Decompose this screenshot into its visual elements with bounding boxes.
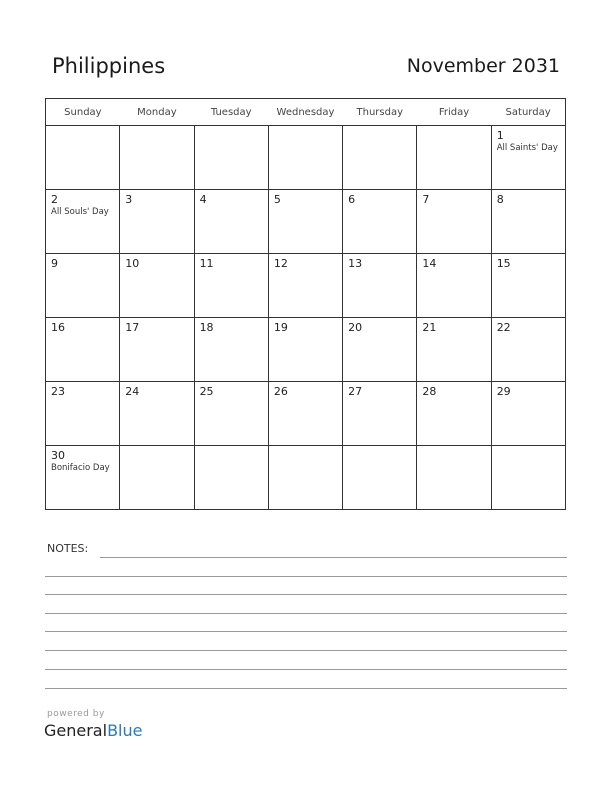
week-row <box>46 126 566 190</box>
week-row <box>46 254 566 318</box>
holiday-label: All Souls' Day <box>51 207 109 217</box>
day-number: 26 <box>273 385 288 398</box>
day-number: 21 <box>422 321 437 334</box>
day-cell[interactable] <box>343 446 417 510</box>
day-number: 3 <box>125 193 133 206</box>
day-number: 22 <box>496 321 511 334</box>
weekday-header: Tuesday <box>194 99 268 126</box>
note-line <box>45 576 567 577</box>
day-number: 17 <box>125 321 140 334</box>
day-cell[interactable] <box>491 190 565 254</box>
brand-blue: Blue <box>107 721 143 740</box>
day-cell[interactable] <box>268 190 342 254</box>
notes-label: NOTES: <box>47 542 89 555</box>
day-number: 30 <box>51 449 65 462</box>
day-number: 16 <box>51 321 65 334</box>
day-number: 23 <box>51 385 65 398</box>
note-line <box>45 613 567 614</box>
day-cell[interactable] <box>491 382 565 446</box>
brand-logo[interactable] <box>44 721 142 740</box>
week-row <box>46 382 566 446</box>
day-cell[interactable] <box>417 318 491 382</box>
day-cell[interactable] <box>120 126 194 190</box>
day-cell[interactable] <box>343 190 417 254</box>
day-number: 14 <box>422 257 437 270</box>
day-number: 12 <box>273 257 288 270</box>
week-row <box>46 190 566 254</box>
calendar-body <box>46 126 566 510</box>
day-number: 19 <box>273 321 288 334</box>
day-number: 25 <box>199 385 214 398</box>
day-cell[interactable] <box>120 318 194 382</box>
week-row <box>46 446 566 510</box>
day-number: 8 <box>496 193 504 206</box>
holiday-label: Bonifacio Day <box>51 463 110 473</box>
day-number: 24 <box>125 385 140 398</box>
note-line <box>45 631 567 632</box>
note-line <box>45 650 567 651</box>
day-cell[interactable] <box>268 446 342 510</box>
note-line <box>45 594 567 595</box>
powered-by-text: powered by <box>47 709 105 719</box>
day-cell[interactable] <box>46 126 120 190</box>
day-cell[interactable] <box>46 382 120 446</box>
weekday-header: Sunday <box>46 99 120 126</box>
day-cell[interactable] <box>343 318 417 382</box>
day-cell[interactable] <box>268 382 342 446</box>
day-cell[interactable] <box>194 190 268 254</box>
weekday-header: Monday <box>120 99 194 126</box>
weekday-header: Saturday <box>491 99 565 126</box>
brand-general: General <box>44 721 108 740</box>
day-cell[interactable] <box>417 190 491 254</box>
day-cell[interactable] <box>268 254 342 318</box>
day-cell[interactable] <box>417 382 491 446</box>
weekday-header: Friday <box>417 99 491 126</box>
day-number: 4 <box>199 193 207 206</box>
day-cell[interactable] <box>194 446 268 510</box>
day-number: 20 <box>348 321 363 334</box>
day-cell[interactable] <box>120 190 194 254</box>
note-line <box>45 669 567 670</box>
week-row <box>46 318 566 382</box>
day-cell[interactable] <box>268 126 342 190</box>
day-cell[interactable] <box>343 382 417 446</box>
day-cell[interactable] <box>491 446 565 510</box>
day-number: 29 <box>496 385 511 398</box>
weekday-header: Wednesday <box>268 99 342 126</box>
day-cell[interactable] <box>120 446 194 510</box>
day-number: 10 <box>125 257 140 270</box>
day-number: 28 <box>422 385 437 398</box>
day-cell[interactable] <box>46 318 120 382</box>
day-cell[interactable] <box>46 446 120 510</box>
country-title: Philippines <box>52 54 166 78</box>
note-line <box>45 688 567 689</box>
day-number: 18 <box>199 321 214 334</box>
day-number: 1 <box>496 129 504 142</box>
day-cell[interactable] <box>268 318 342 382</box>
calendar-grid <box>45 98 566 510</box>
day-number: 15 <box>496 257 511 270</box>
day-cell[interactable] <box>491 254 565 318</box>
day-number: 7 <box>422 193 430 206</box>
day-cell[interactable] <box>343 254 417 318</box>
day-number: 5 <box>273 193 281 206</box>
day-cell[interactable] <box>194 254 268 318</box>
day-cell[interactable] <box>417 254 491 318</box>
day-cell[interactable] <box>120 254 194 318</box>
day-number: 9 <box>51 257 58 270</box>
day-cell[interactable] <box>343 126 417 190</box>
weekday-header-row <box>46 99 566 126</box>
day-cell[interactable] <box>120 382 194 446</box>
day-cell[interactable] <box>194 318 268 382</box>
note-line <box>100 557 567 558</box>
day-cell[interactable] <box>46 190 120 254</box>
day-number: 6 <box>348 193 356 206</box>
day-cell[interactable] <box>491 318 565 382</box>
day-cell[interactable] <box>491 126 565 190</box>
month-title: November 2031 <box>406 55 560 77</box>
weekday-header: Thursday <box>343 99 417 126</box>
day-cell[interactable] <box>417 126 491 190</box>
day-number: 2 <box>51 193 58 206</box>
day-cell[interactable] <box>194 382 268 446</box>
day-cell[interactable] <box>194 126 268 190</box>
holiday-label: All Saints' Day <box>496 143 558 153</box>
day-cell[interactable] <box>46 254 120 318</box>
day-number: 11 <box>199 257 214 270</box>
day-cell[interactable] <box>417 446 491 510</box>
day-number: 13 <box>348 257 363 270</box>
day-number: 27 <box>348 385 363 398</box>
